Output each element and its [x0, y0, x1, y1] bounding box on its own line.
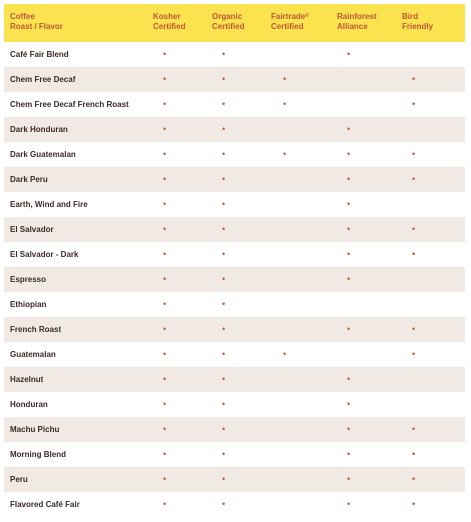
mark-organic: • — [222, 324, 226, 334]
mark-bird-friendly: • — [412, 74, 416, 84]
table-row — [4, 317, 465, 342]
mark-rainforest: • — [347, 499, 351, 509]
mark-organic: • — [222, 199, 226, 209]
table-row — [4, 167, 465, 192]
mark-rainforest: • — [347, 399, 351, 409]
table-row — [4, 442, 465, 467]
coffee-name: Guatemalan — [10, 350, 56, 359]
registered-trademark: ® — [305, 13, 309, 19]
mark-rainforest: • — [347, 324, 351, 334]
coffee-name: Peru — [10, 475, 28, 484]
mark-kosher: • — [163, 374, 167, 384]
mark-organic: • — [222, 149, 226, 159]
mark-bird-friendly: • — [412, 324, 416, 334]
mark-organic: • — [222, 374, 226, 384]
mark-kosher: • — [163, 199, 167, 209]
mark-kosher: • — [163, 424, 167, 434]
mark-kosher: • — [163, 499, 167, 509]
coffee-name: Hazelnut — [10, 375, 44, 384]
certification-table — [4, 4, 465, 517]
mark-rainforest: • — [347, 174, 351, 184]
table-row — [4, 117, 465, 142]
mark-rainforest: • — [347, 49, 351, 59]
table-row — [4, 67, 465, 92]
mark-kosher: • — [163, 74, 167, 84]
table-row — [4, 392, 465, 417]
coffee-name: Flavored Café Fair — [10, 500, 80, 509]
table-row — [4, 492, 465, 517]
table-row — [4, 342, 465, 367]
mark-fairtrade: • — [283, 74, 287, 84]
mark-bird-friendly: • — [412, 99, 416, 109]
mark-organic: • — [222, 499, 226, 509]
mark-organic: • — [222, 174, 226, 184]
header-rainforest-alliance: Rainforest Alliance — [337, 12, 377, 31]
mark-organic: • — [222, 249, 226, 259]
mark-bird-friendly: • — [412, 349, 416, 359]
mark-kosher: • — [163, 149, 167, 159]
mark-kosher: • — [163, 224, 167, 234]
mark-rainforest: • — [347, 124, 351, 134]
mark-rainforest: • — [347, 424, 351, 434]
mark-organic: • — [222, 474, 226, 484]
mark-organic: • — [222, 299, 226, 309]
mark-kosher: • — [163, 174, 167, 184]
mark-kosher: • — [163, 349, 167, 359]
coffee-name: Chem Free Decaf — [10, 75, 76, 84]
mark-kosher: • — [163, 249, 167, 259]
mark-organic: • — [222, 49, 226, 59]
mark-bird-friendly: • — [412, 474, 416, 484]
coffee-name: Dark Honduran — [10, 125, 68, 134]
header-kosher-certified: Kosher Certified — [153, 12, 186, 31]
coffee-name: Dark Guatemalan — [10, 150, 76, 159]
mark-fairtrade: • — [283, 349, 287, 359]
mark-organic: • — [222, 349, 226, 359]
mark-kosher: • — [163, 49, 167, 59]
mark-bird-friendly: • — [412, 424, 416, 434]
mark-organic: • — [222, 99, 226, 109]
coffee-name: Machu Pichu — [10, 425, 60, 434]
mark-fairtrade: • — [283, 149, 287, 159]
mark-kosher: • — [163, 449, 167, 459]
table-row — [4, 467, 465, 492]
coffee-name: Espresso — [10, 275, 47, 284]
coffee-name: El Salvador — [10, 225, 54, 234]
mark-bird-friendly: • — [412, 449, 416, 459]
mark-organic: • — [222, 224, 226, 234]
coffee-name: French Roast — [10, 325, 62, 334]
mark-bird-friendly: • — [412, 249, 416, 259]
mark-organic: • — [222, 274, 226, 284]
table-row — [4, 192, 465, 217]
coffee-name: Earth, Wind and Fire — [10, 200, 88, 209]
mark-organic: • — [222, 399, 226, 409]
mark-kosher: • — [163, 399, 167, 409]
header-coffee-roast-flavor: Coffee Roast / Flavor — [10, 12, 63, 31]
table-row — [4, 242, 465, 267]
header-fairtrade-certified: Fairtrade® Certified — [271, 12, 309, 31]
coffee-name: Café Fair Blend — [10, 50, 69, 59]
table-row — [4, 367, 465, 392]
coffee-name: Morning Blend — [10, 450, 66, 459]
mark-fairtrade: • — [283, 99, 287, 109]
table-row — [4, 142, 465, 167]
coffee-name: Dark Peru — [10, 175, 48, 184]
table-body — [4, 42, 465, 517]
mark-rainforest: • — [347, 274, 351, 284]
coffee-name: Honduran — [10, 400, 48, 409]
header-bird-friendly: Bird Friendly — [402, 12, 434, 31]
mark-bird-friendly: • — [412, 499, 416, 509]
mark-bird-friendly: • — [412, 224, 416, 234]
mark-rainforest: • — [347, 449, 351, 459]
mark-rainforest: • — [347, 224, 351, 234]
table-row — [4, 267, 465, 292]
mark-organic: • — [222, 124, 226, 134]
mark-rainforest: • — [347, 374, 351, 384]
mark-rainforest: • — [347, 249, 351, 259]
mark-kosher: • — [163, 124, 167, 134]
table-row — [4, 417, 465, 442]
mark-organic: • — [222, 424, 226, 434]
mark-kosher: • — [163, 99, 167, 109]
table-header — [4, 4, 465, 42]
mark-kosher: • — [163, 474, 167, 484]
table-row — [4, 217, 465, 242]
mark-kosher: • — [163, 299, 167, 309]
mark-organic: • — [222, 449, 226, 459]
table-row — [4, 42, 465, 67]
header-organic-certified: Organic Certified — [212, 12, 245, 31]
mark-bird-friendly: • — [412, 149, 416, 159]
mark-bird-friendly: • — [412, 174, 416, 184]
table-row — [4, 292, 465, 317]
mark-kosher: • — [163, 324, 167, 334]
coffee-name: Chem Free Decaf French Roast — [10, 100, 129, 109]
mark-organic: • — [222, 74, 226, 84]
mark-rainforest: • — [347, 474, 351, 484]
mark-rainforest: • — [347, 149, 351, 159]
mark-kosher: • — [163, 274, 167, 284]
mark-rainforest: • — [347, 199, 351, 209]
coffee-name: Ethiopian — [10, 300, 47, 309]
table-row — [4, 92, 465, 117]
coffee-name: El Salvador - Dark — [10, 250, 79, 259]
